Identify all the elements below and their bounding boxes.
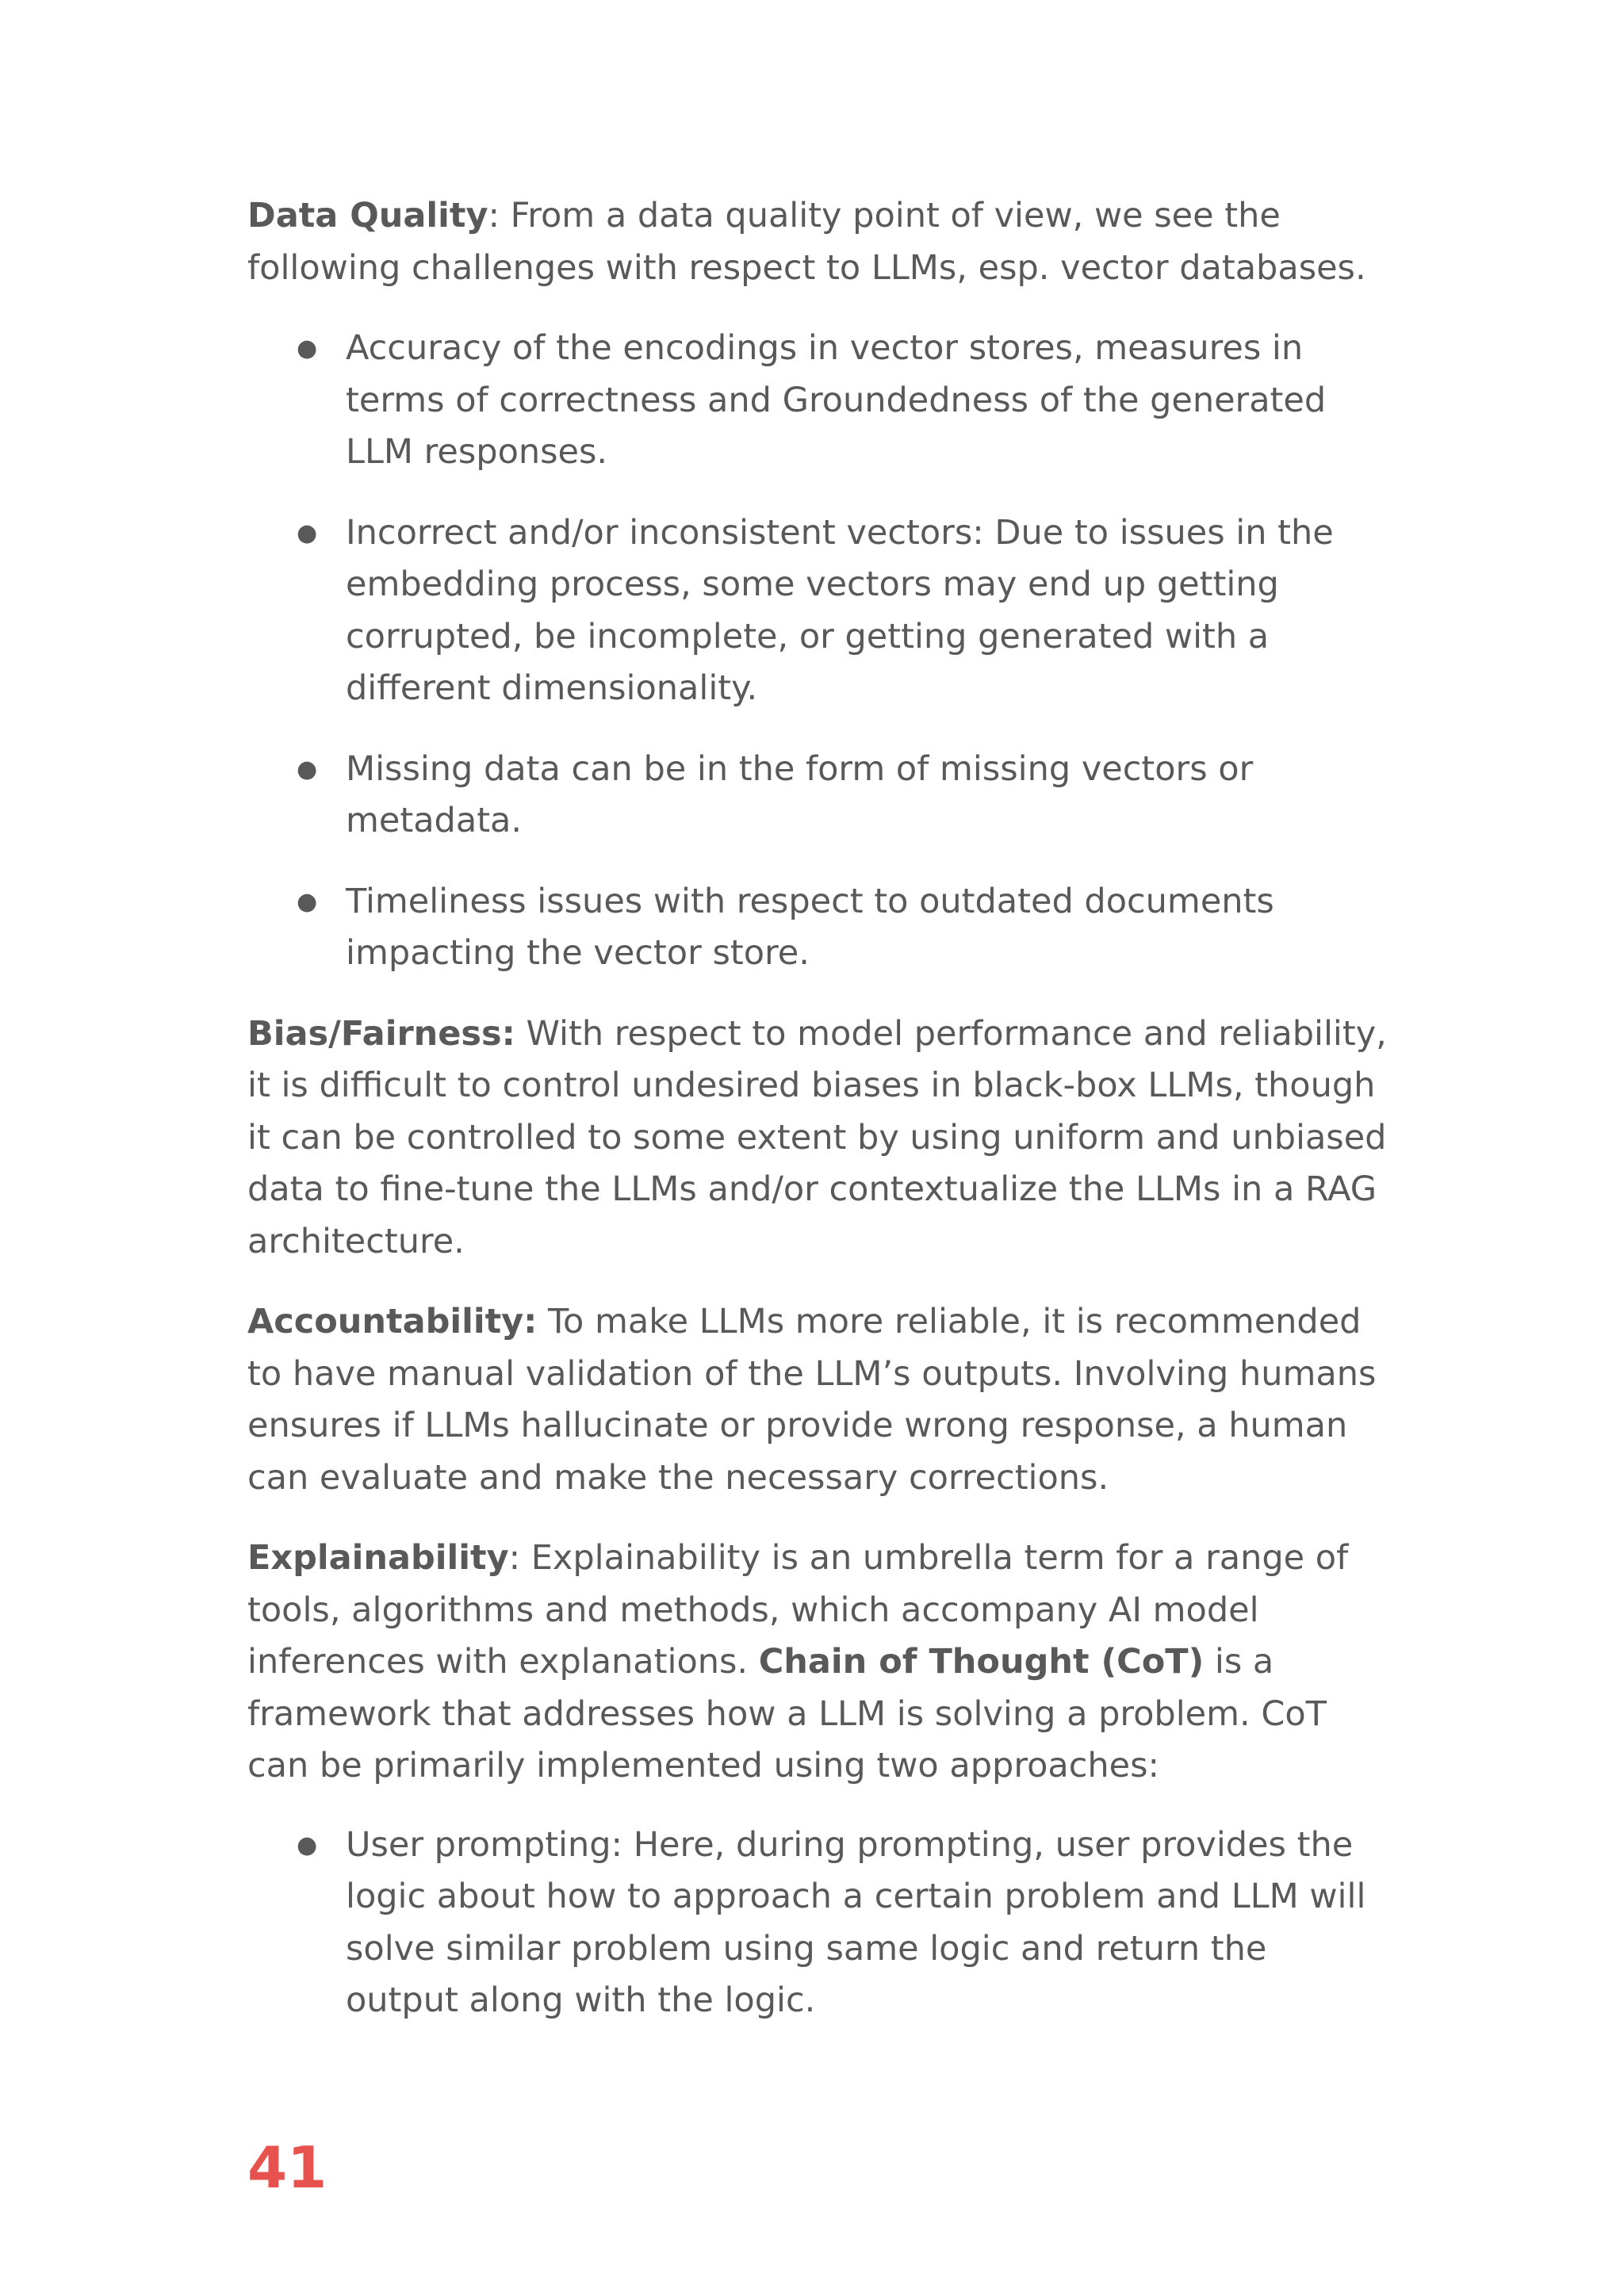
bias-fairness-text: With respect to model performance and reliability, it is difficult to control undesired biases in black-box LLMs, though it can be controlled to some extent by using uniform and unbiased data to fine-tune the LLMs and/or contextualize the LLMs in a RAG architecture. xyxy=(247,1013,1387,1261)
list-item-text: Accuracy of the encodings in vector stores, measures in terms of correctness and Groundedness of the generated LLM responses. xyxy=(346,328,1327,472)
explainability-heading: Explainability xyxy=(247,1538,509,1578)
explainability-bullet-list xyxy=(247,1820,1389,2027)
list-item-text: Timeliness issues with respect to outdated documents impacting the vector store. xyxy=(346,881,1274,973)
accountability-heading: Accountability: xyxy=(247,1302,538,1341)
explainability-text-2: is a framework that addresses how a LLM is solving a problem. CoT can be primarily implemented using two approaches: xyxy=(247,1642,1327,1785)
list-item-text: User prompting: Here, during prompting, user provides the logic about how to approach a certain problem and LLM will solve similar problem using same logic and return the output along with the logic. xyxy=(346,1824,1366,2020)
list-item xyxy=(247,323,1389,479)
bullet-icon: ● xyxy=(297,755,318,783)
cot-term: Chain of Thought (CoT) xyxy=(758,1642,1205,1682)
data-quality-bullet-list xyxy=(247,323,1389,980)
data-quality-heading: Data Quality xyxy=(247,196,488,235)
bullet-icon: ● xyxy=(297,1831,318,1859)
accountability-paragraph xyxy=(247,1296,1389,1504)
list-item-text: Incorrect and/or inconsistent vectors: Due to issues in the embedding process, some vectors may end up getting corrupted, be incomplete, or getting generated with a different dimensionality. xyxy=(346,512,1334,708)
list-item xyxy=(247,744,1389,848)
data-quality-paragraph xyxy=(247,190,1389,294)
bullet-icon: ● xyxy=(297,335,318,362)
list-item-text: Missing data can be in the form of missing vectors or metadata. xyxy=(346,748,1254,840)
accountability-text: To make LLMs more reliable, it is recommended to have manual validation of the LLM’s outputs. Involving humans ensures if LLMs hallucinate or provide wrong response, a human can evaluate and make the necessary corrections. xyxy=(247,1302,1377,1498)
bias-fairness-heading: Bias/Fairness: xyxy=(247,1013,515,1054)
bullet-icon: ● xyxy=(297,887,318,916)
bias-fairness-paragraph xyxy=(247,1008,1389,1269)
data-quality-text: : From a data quality point of view, we see the following challenges with respect to LLMs, esp. vector databases. xyxy=(247,196,1366,288)
list-item xyxy=(247,876,1389,980)
list-item xyxy=(247,507,1389,715)
explainability-text-1: : Explainability is an umbrella term for a range of tools, algorithms and methods, which accompany AI model inferences with explanations. xyxy=(247,1538,1349,1682)
list-item xyxy=(247,1820,1389,2027)
bullet-icon: ● xyxy=(297,519,318,547)
page-content xyxy=(247,190,1389,2056)
explainability-paragraph xyxy=(247,1533,1389,1793)
page-number: 41 xyxy=(247,2134,327,2201)
